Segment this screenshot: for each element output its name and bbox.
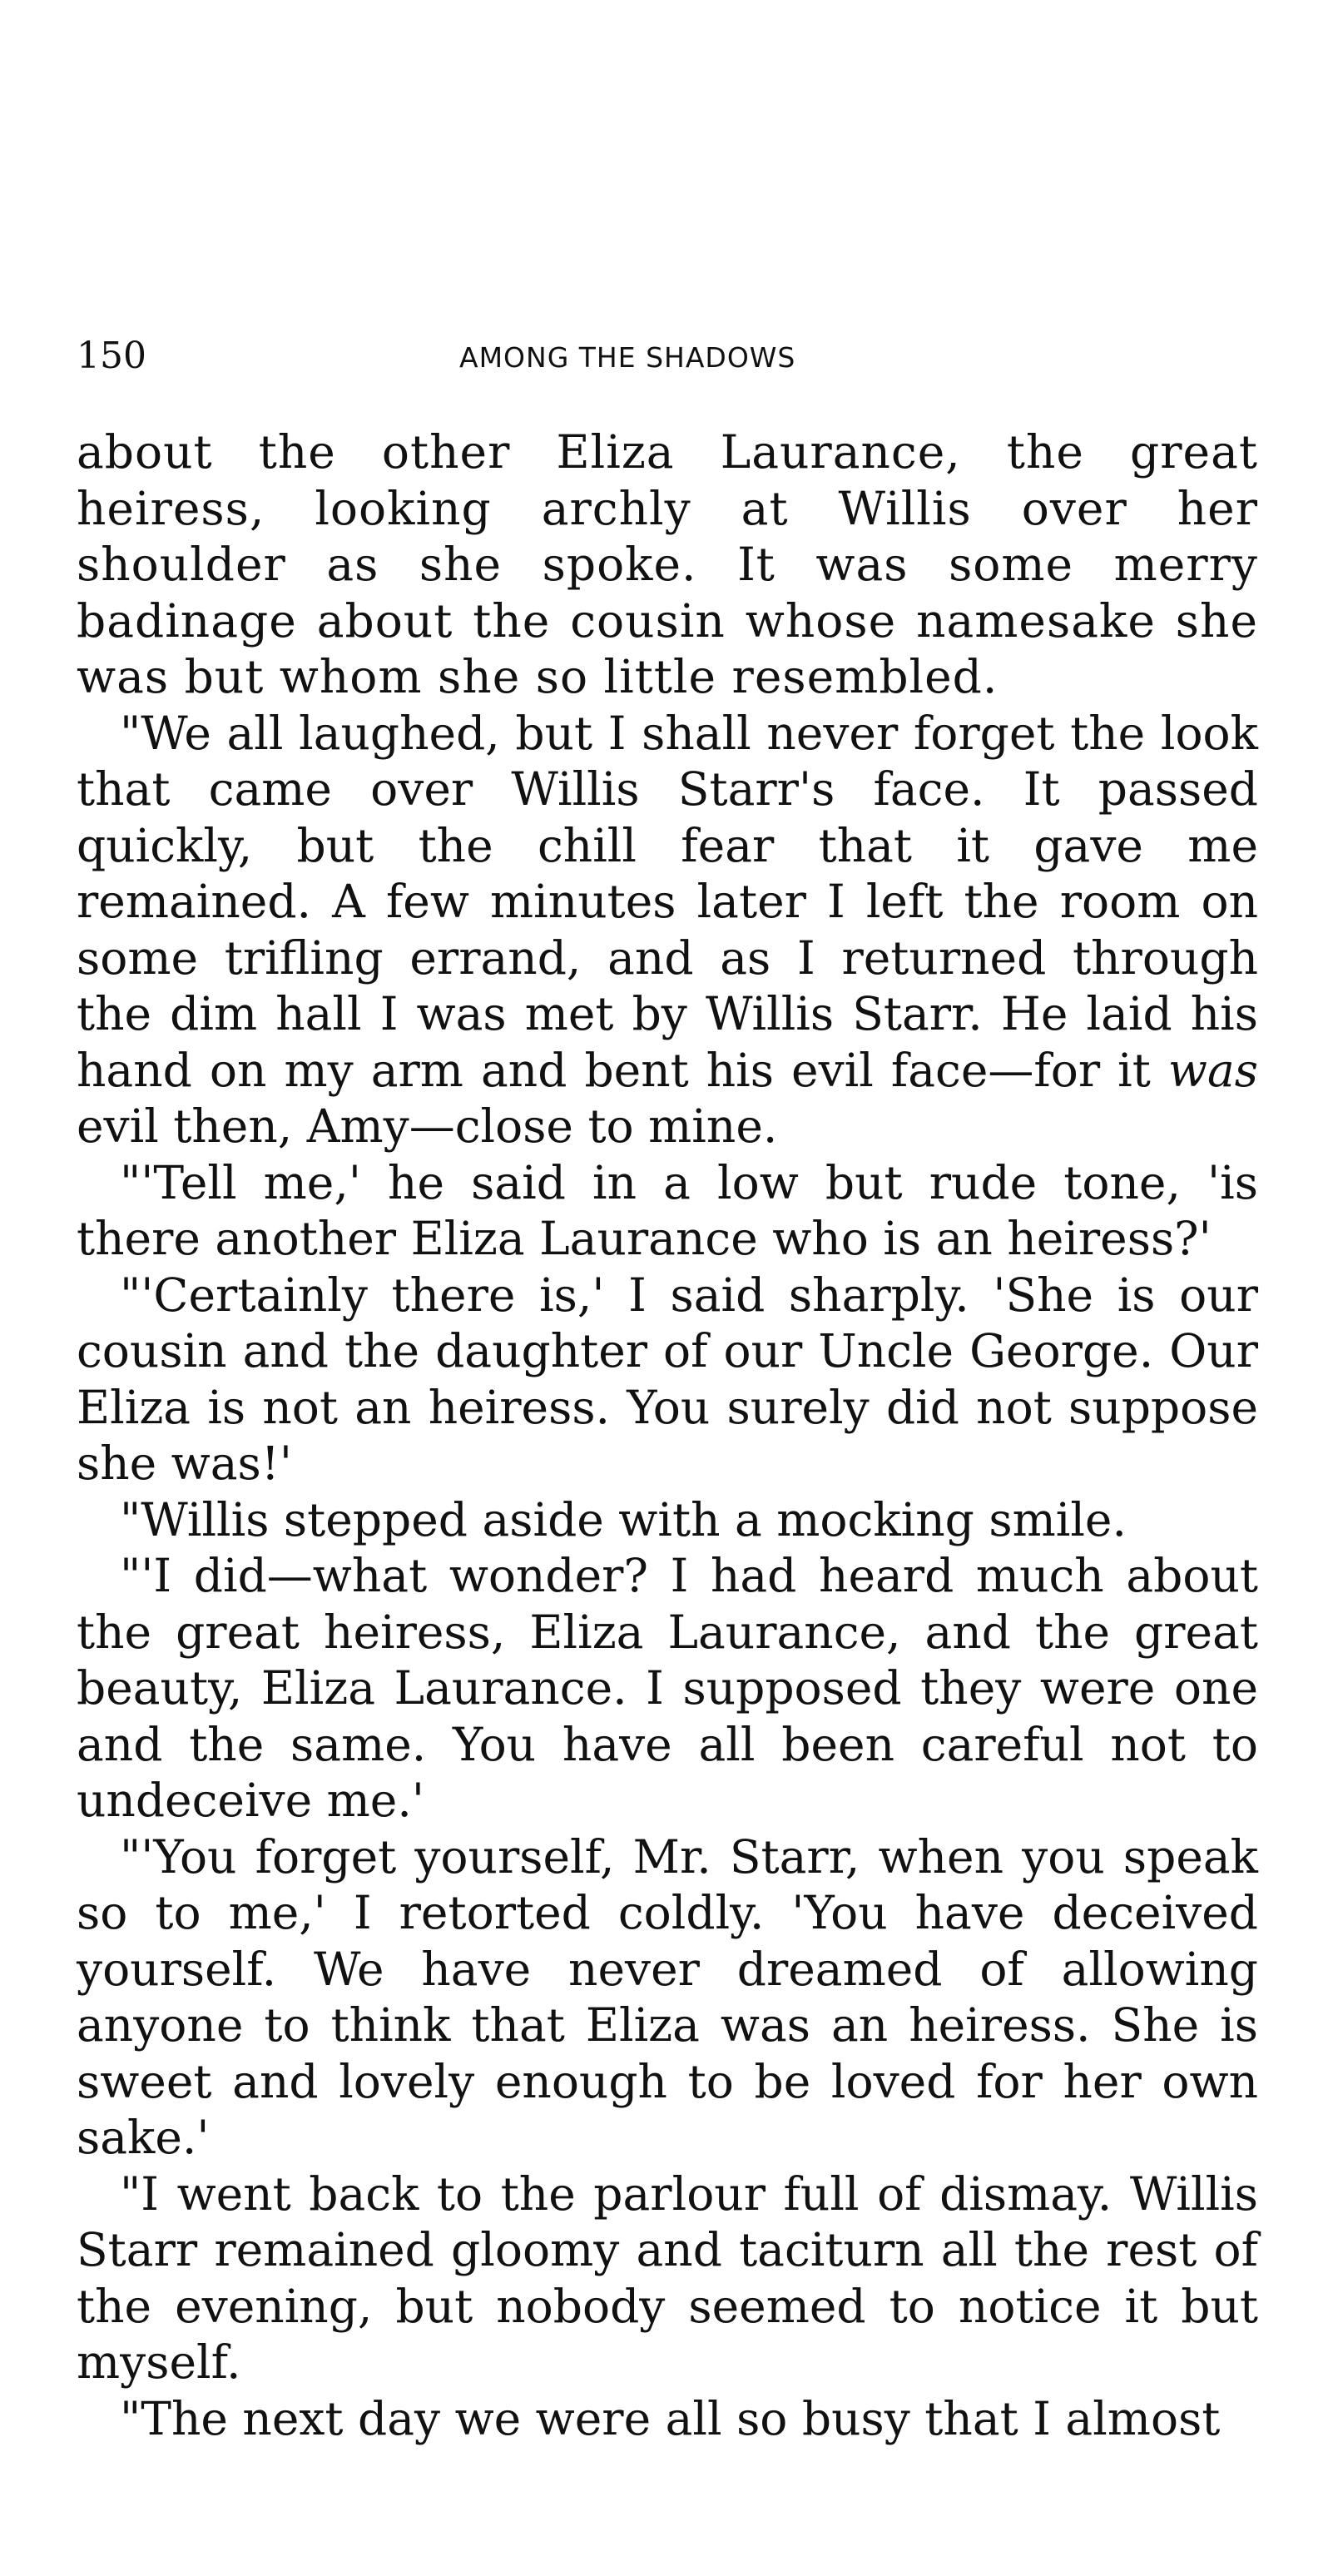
paragraph-1: about the other Eliza Laurance, the great heiress, looking archly at Willis over her shoulder as she spoke. It was some merry badinage about the cousin whose namesake she was but whom she so little resembled. bbox=[77, 425, 1258, 703]
paragraph-7: "'You forget yourself, Mr. Starr, when you speak so to me,' I retorted coldly. 'You have deceived yourself. We have never dreamed of allowing anyone to think that Eliza was an heiress. She is sweet and lovely enough to be loved for her own sake.' bbox=[77, 1829, 1258, 2164]
paragraph-6: "'I did—what wonder? I had heard much about the great heiress, Eliza Laurance, and the great beauty, Eliza Laurance. I supposed they were one and the same. You have all been careful not to undeceive me.' bbox=[77, 1549, 1258, 1827]
emphasis-was: was bbox=[1167, 1043, 1258, 1097]
paragraph-4: "'Certainly there is,' I said sharply. 'She is our cousin and the daughter of our Uncle George. Our Eliza is not an heiress. You surely did not suppose she was!' bbox=[77, 1268, 1258, 1490]
paragraph-2: "We all laughed, but I shall never forget the look that came over Willis Starr's face. It passed quickly, but the chill fear that it gave me remained. A few minutes later I left the room on some trifling errand, and as I returned through the dim hall I was met by Willis Starr. He laid his hand on my arm and bent his evil face—for it was evil then, Amy—close to mine. bbox=[77, 706, 1258, 1153]
paragraph-5: "Willis stepped aside with a mocking smile. bbox=[120, 1492, 1127, 1546]
paragraph-9: "The next day we were all so busy that I almost bbox=[120, 2391, 1221, 2445]
running-head bbox=[77, 331, 1258, 390]
running-title: AMONG THE SHADOWS bbox=[459, 341, 796, 374]
page-number: 150 bbox=[77, 335, 146, 377]
body-text bbox=[77, 424, 1258, 2447]
paragraph-8: "I went back to the parlour full of dismay. Willis Starr remained gloomy and taciturn all the rest of the evening, but nobody seemed to notice it but myself. bbox=[77, 2167, 1258, 2389]
paragraph-3: "'Tell me,' he said in a low but rude tone, 'is there another Eliza Laurance who is an heiress?' bbox=[77, 1155, 1258, 1265]
